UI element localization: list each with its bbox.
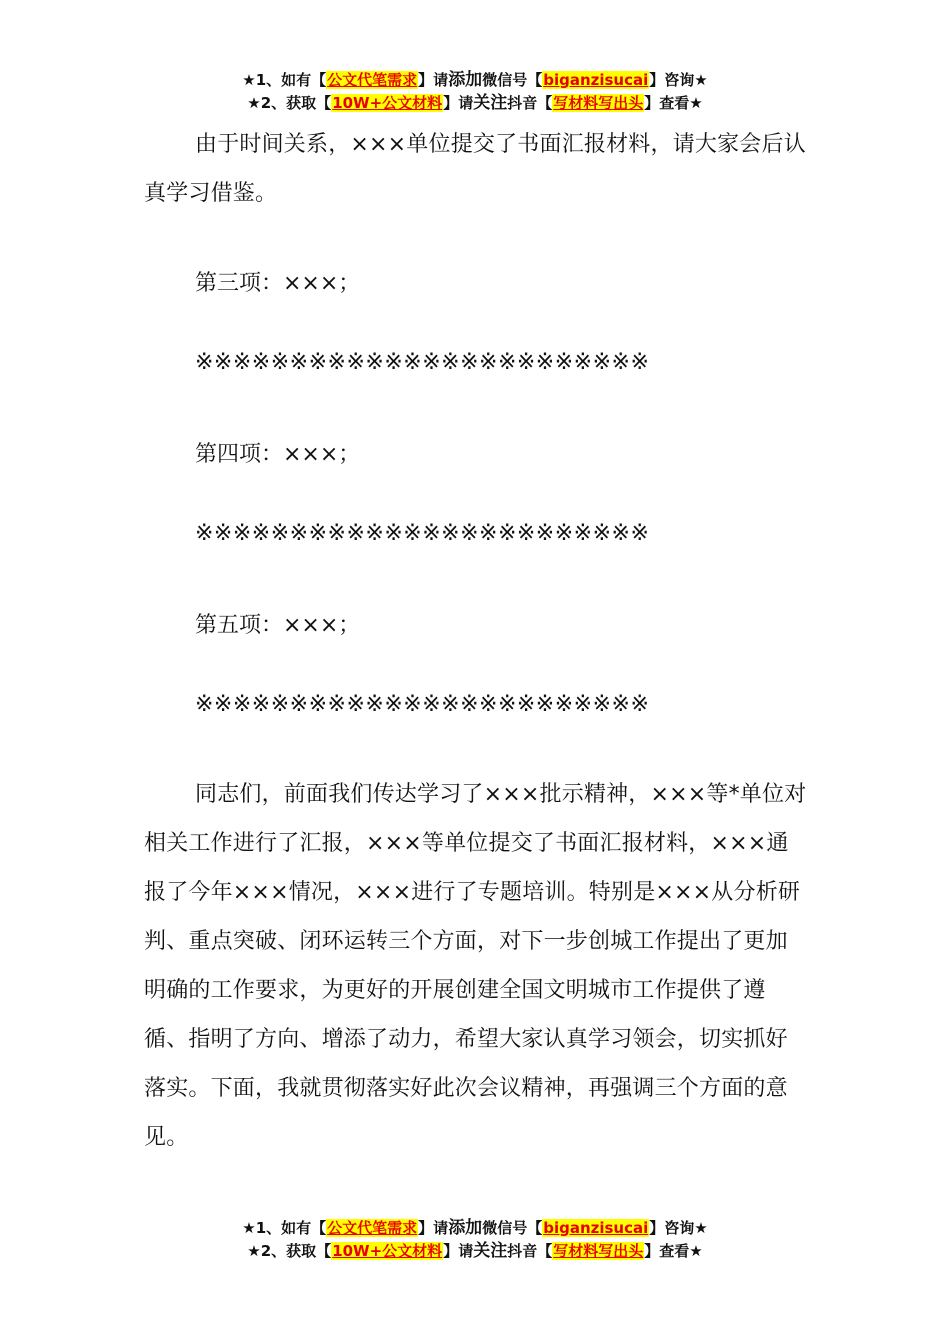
banner-highlight-wechat: biganzisucai [543, 1219, 649, 1237]
banner-text: 】请 [443, 1242, 474, 1260]
banner-highlight-douyin: 写材料写出头 [553, 1242, 644, 1260]
banner-text: 】查看★ [644, 94, 703, 112]
banner-text: 微信号【 [482, 71, 543, 89]
item-five: 第五项：×××； [195, 613, 361, 638]
header-banner [0, 69, 950, 115]
banner-emphasis: 关注 [473, 1241, 508, 1261]
banner-highlight-service: 公文代笔需求 [327, 71, 418, 89]
banner-text: ★2、获取【 [247, 1242, 332, 1260]
item-four: 第四项：×××； [195, 442, 361, 467]
banner-text: ★1、如有【 [242, 71, 327, 89]
banner-text: 】请 [418, 1219, 449, 1237]
banner-line-2 [0, 1240, 950, 1263]
item-five-placeholder: ※※※※※※※※※※※※※※※※※※※※※※※※ [195, 692, 650, 717]
footer-banner [0, 1217, 950, 1263]
banner-text: 】请 [418, 71, 449, 89]
banner-highlight-service: 公文代笔需求 [327, 1219, 418, 1237]
banner-highlight-materials: 10W+公文材料 [332, 1242, 443, 1260]
banner-emphasis: 添加 [448, 70, 483, 90]
banner-text: 】查看★ [644, 1242, 703, 1260]
banner-text: 微信号【 [482, 1219, 543, 1237]
banner-highlight-wechat: biganzisucai [543, 71, 649, 89]
item-four-placeholder: ※※※※※※※※※※※※※※※※※※※※※※※※ [195, 521, 650, 546]
banner-text: ★2、获取【 [247, 94, 332, 112]
item-three: 第三项：×××； [195, 271, 361, 296]
banner-text: 】请 [443, 94, 474, 112]
banner-line-1 [0, 69, 950, 92]
banner-text: 抖音【 [507, 1242, 553, 1260]
banner-emphasis: 关注 [473, 93, 508, 113]
closing-paragraph: 同志们，前面我们传达学习了×××批示精神，×××等*单位对相关工作进行了汇报，×××等单位提交了书面汇报材料，×××通报了今年×××情况，×××进行了专题培训。特别是×××从分析研判、重点突破、闭环运转三个方面，对下一步创城工作提出了更加明确的工作要求，为更好的开展创建全国文明城市工作提供了遵循、指明了方向、增添了动力，希望大家认真学习领会，切实抓好落实。下面，我就贯彻落实好此次会议精神，再强调三个方面的意见。 [144, 782, 807, 1150]
banner-line-2 [0, 92, 950, 115]
banner-highlight-materials: 10W+公文材料 [332, 94, 443, 112]
banner-text: ★1、如有【 [242, 1219, 327, 1237]
banner-emphasis: 添加 [448, 1218, 483, 1238]
banner-text: 】咨询★ [649, 71, 708, 89]
banner-text: 】咨询★ [649, 1219, 708, 1237]
banner-text: 抖音【 [507, 94, 553, 112]
item-three-placeholder: ※※※※※※※※※※※※※※※※※※※※※※※※ [195, 350, 650, 375]
banner-line-1 [0, 1217, 950, 1240]
intro-paragraph: 由于时间关系，×××单位提交了书面汇报材料，请大家会后认真学习借鉴。 [144, 132, 806, 206]
banner-highlight-douyin: 写材料写出头 [553, 94, 644, 112]
